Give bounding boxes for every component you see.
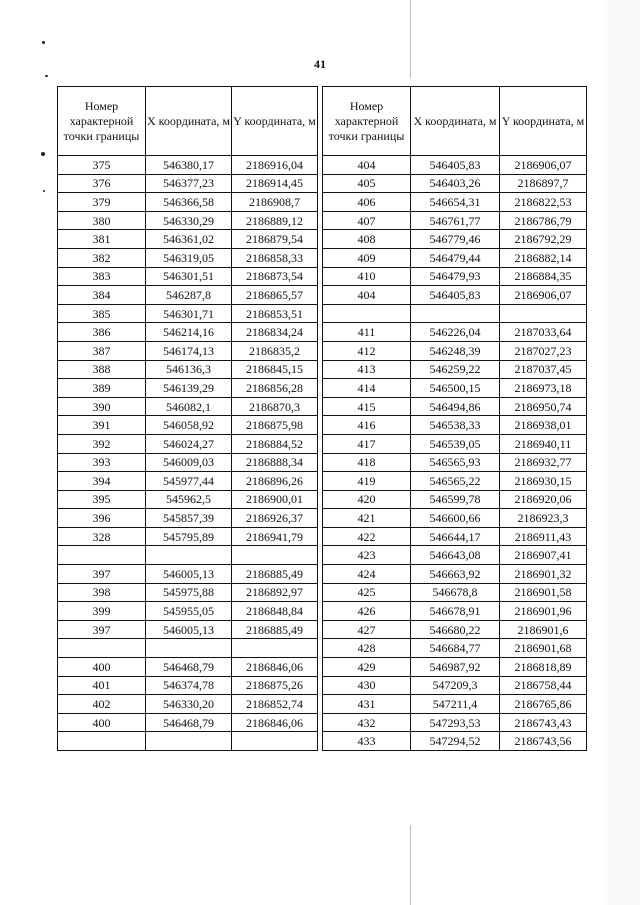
cell-point-number: 415 [323, 397, 411, 416]
cell-point-number: 398 [58, 583, 146, 602]
cell-x-coordinate: 546136,3 [146, 360, 232, 379]
cell-x-coordinate: 546403,26 [411, 174, 500, 193]
header-x-coordinate: X координата, м [146, 87, 232, 156]
cell-y-coordinate: 2186845,15 [232, 360, 318, 379]
cell-point-number [58, 639, 146, 658]
table-row [58, 211, 318, 230]
cell-x-coordinate: 545795,89 [146, 527, 232, 546]
cell-y-coordinate: 2186920,06 [500, 490, 587, 509]
cell-point-number: 384 [58, 286, 146, 305]
cell-x-coordinate: 546248,39 [411, 341, 500, 360]
table-row [323, 193, 587, 212]
table-row [58, 174, 318, 193]
cell-point-number: 400 [58, 713, 146, 732]
cell-point-number: 404 [323, 286, 411, 305]
cell-y-coordinate: 2186932,77 [500, 453, 587, 472]
table-row [323, 286, 587, 305]
table-row [58, 602, 318, 621]
cell-point-number: 381 [58, 230, 146, 249]
table-row [58, 639, 318, 658]
cell-point-number: 397 [58, 565, 146, 584]
table-row [323, 453, 587, 472]
table-row [323, 620, 587, 639]
cell-y-coordinate: 2186941,79 [232, 527, 318, 546]
cell-point-number: 385 [58, 304, 146, 323]
cell-y-coordinate [232, 639, 318, 658]
cell-x-coordinate: 546226,04 [411, 323, 500, 342]
table-row [323, 341, 587, 360]
cell-point-number: 389 [58, 379, 146, 398]
table-row [323, 397, 587, 416]
cell-point-number: 418 [323, 453, 411, 472]
cell-y-coordinate: 2186879,54 [232, 230, 318, 249]
table-row [58, 472, 318, 491]
table-row [323, 211, 587, 230]
header-y-coordinate: Y координата, м [500, 87, 587, 156]
cell-x-coordinate: 546479,93 [411, 267, 500, 286]
cell-point-number: 430 [323, 676, 411, 695]
table-row [58, 695, 318, 714]
cell-x-coordinate: 546654,31 [411, 193, 500, 212]
table-row [323, 695, 587, 714]
table-row [58, 546, 318, 565]
cell-point-number: 400 [58, 658, 146, 677]
table-row [58, 453, 318, 472]
header-point-number: Номер характерной точки границы [58, 87, 146, 156]
cell-y-coordinate: 2186786,79 [500, 211, 587, 230]
cell-point-number: 399 [58, 602, 146, 621]
cell-point-number: 404 [323, 156, 411, 175]
margin-dot [41, 152, 45, 156]
table-row [58, 286, 318, 305]
table-row [58, 230, 318, 249]
header-point-number: Номер характерной точки границы [323, 87, 411, 156]
cell-point-number: 390 [58, 397, 146, 416]
cell-point-number: 379 [58, 193, 146, 212]
cell-y-coordinate: 2186930,15 [500, 472, 587, 491]
cell-y-coordinate: 2186906,07 [500, 286, 587, 305]
cell-x-coordinate: 546330,20 [146, 695, 232, 714]
cell-point-number: 419 [323, 472, 411, 491]
cell-x-coordinate: 546678,8 [411, 583, 500, 602]
table-row [323, 546, 587, 565]
cell-x-coordinate: 546259,22 [411, 360, 500, 379]
table-row [58, 323, 318, 342]
cell-y-coordinate: 2186908,7 [232, 193, 318, 212]
cell-y-coordinate: 2186846,06 [232, 713, 318, 732]
table-row [323, 230, 587, 249]
cell-x-coordinate: 546565,22 [411, 472, 500, 491]
table-row [323, 379, 587, 398]
cell-x-coordinate: 545962,5 [146, 490, 232, 509]
cell-x-coordinate: 546644,17 [411, 527, 500, 546]
cell-point-number: 432 [323, 713, 411, 732]
cell-point-number: 428 [323, 639, 411, 658]
cell-y-coordinate: 2186852,74 [232, 695, 318, 714]
cell-point-number: 376 [58, 174, 146, 193]
cell-y-coordinate: 2186973,18 [500, 379, 587, 398]
table-row [58, 620, 318, 639]
cell-point-number: 425 [323, 583, 411, 602]
table-row [58, 304, 318, 323]
table-row [323, 304, 587, 323]
table-row [323, 248, 587, 267]
table-header-row [323, 87, 587, 156]
cell-point-number: 402 [58, 695, 146, 714]
cell-y-coordinate: 2186926,37 [232, 509, 318, 528]
header-x-coordinate: X координата, м [411, 87, 500, 156]
cell-point-number: 375 [58, 156, 146, 175]
table-row [323, 732, 587, 751]
cell-y-coordinate: 2186884,35 [500, 267, 587, 286]
cell-y-coordinate: 2186914,45 [232, 174, 318, 193]
table-row [323, 490, 587, 509]
cell-x-coordinate: 546539,05 [411, 434, 500, 453]
table-row [323, 602, 587, 621]
table-row [323, 713, 587, 732]
cell-point-number: 386 [58, 323, 146, 342]
cell-x-coordinate: 546301,51 [146, 267, 232, 286]
cell-point-number: 392 [58, 434, 146, 453]
page-number: 41 [314, 57, 326, 71]
cell-x-coordinate: 546405,83 [411, 286, 500, 305]
cell-y-coordinate: 2186870,3 [232, 397, 318, 416]
cell-x-coordinate: 546663,92 [411, 565, 500, 584]
cell-x-coordinate: 546479,44 [411, 248, 500, 267]
table-row [323, 434, 587, 453]
cell-x-coordinate: 546005,13 [146, 620, 232, 639]
table-row [323, 472, 587, 491]
table-row [323, 565, 587, 584]
cell-point-number: 420 [323, 490, 411, 509]
cell-x-coordinate: 546600,66 [411, 509, 500, 528]
cell-y-coordinate: 2186856,28 [232, 379, 318, 398]
cell-y-coordinate: 2186822,53 [500, 193, 587, 212]
cell-y-coordinate: 2186853,51 [232, 304, 318, 323]
table-row [58, 565, 318, 584]
cell-x-coordinate: 546058,92 [146, 416, 232, 435]
cell-point-number: 405 [323, 174, 411, 193]
table-row [58, 193, 318, 212]
cell-y-coordinate: 2186818,89 [500, 658, 587, 677]
cell-y-coordinate: 2186743,43 [500, 713, 587, 732]
table-row [323, 676, 587, 695]
scan-artifact-line [410, 825, 411, 905]
cell-y-coordinate: 2186900,01 [232, 490, 318, 509]
cell-y-coordinate: 2186758,44 [500, 676, 587, 695]
cell-x-coordinate: 546330,29 [146, 211, 232, 230]
cell-y-coordinate: 2186885,49 [232, 565, 318, 584]
table-row [58, 713, 318, 732]
table-row [58, 676, 318, 695]
cell-x-coordinate: 546468,79 [146, 713, 232, 732]
table-row [58, 267, 318, 286]
cell-y-coordinate: 2186873,54 [232, 267, 318, 286]
cell-point-number: 416 [323, 416, 411, 435]
header-y-coordinate: Y координата, м [232, 87, 318, 156]
cell-point-number: 427 [323, 620, 411, 639]
cell-y-coordinate: 2186875,26 [232, 676, 318, 695]
table-row [323, 360, 587, 379]
cell-point-number: 411 [323, 323, 411, 342]
cell-x-coordinate: 546678,91 [411, 602, 500, 621]
table-row [58, 341, 318, 360]
table-row [58, 490, 318, 509]
cell-y-coordinate: 2186888,34 [232, 453, 318, 472]
cell-y-coordinate: 2186834,24 [232, 323, 318, 342]
table-row [58, 583, 318, 602]
cell-point-number [58, 546, 146, 565]
cell-x-coordinate: 546082,1 [146, 397, 232, 416]
cell-point-number [58, 732, 146, 751]
cell-x-coordinate: 546494,86 [411, 397, 500, 416]
table-row [58, 658, 318, 677]
margin-dot [43, 190, 45, 192]
cell-point-number: 409 [323, 248, 411, 267]
cell-x-coordinate: 546468,79 [146, 658, 232, 677]
table-row [323, 583, 587, 602]
cell-x-coordinate [146, 639, 232, 658]
cell-point-number: 421 [323, 509, 411, 528]
cell-y-coordinate: 2186896,26 [232, 472, 318, 491]
table-row [58, 397, 318, 416]
cell-x-coordinate: 545975,88 [146, 583, 232, 602]
table-row [323, 639, 587, 658]
cell-y-coordinate: 2186940,11 [500, 434, 587, 453]
cell-x-coordinate: 546287,8 [146, 286, 232, 305]
cell-point-number: 394 [58, 472, 146, 491]
cell-x-coordinate: 545955,05 [146, 602, 232, 621]
cell-y-coordinate: 2186897,7 [500, 174, 587, 193]
cell-y-coordinate: 2186916,04 [232, 156, 318, 175]
cell-x-coordinate: 546374,78 [146, 676, 232, 695]
cell-y-coordinate: 2187027,23 [500, 341, 587, 360]
cell-x-coordinate: 547293,53 [411, 713, 500, 732]
cell-point-number: 431 [323, 695, 411, 714]
cell-y-coordinate: 2186892,97 [232, 583, 318, 602]
cell-point-number: 388 [58, 360, 146, 379]
cell-point-number: 407 [323, 211, 411, 230]
cell-y-coordinate: 2186923,3 [500, 509, 587, 528]
cell-y-coordinate: 2186950,74 [500, 397, 587, 416]
cell-x-coordinate: 546684,77 [411, 639, 500, 658]
table-row [323, 174, 587, 193]
table-row [323, 658, 587, 677]
cell-y-coordinate: 2186901,6 [500, 620, 587, 639]
cell-x-coordinate: 547294,52 [411, 732, 500, 751]
cell-point-number: 328 [58, 527, 146, 546]
cell-x-coordinate: 546538,33 [411, 416, 500, 435]
cell-x-coordinate: 546405,83 [411, 156, 500, 175]
cell-point-number: 396 [58, 509, 146, 528]
cell-x-coordinate [146, 732, 232, 751]
cell-x-coordinate [146, 546, 232, 565]
cell-point-number: 414 [323, 379, 411, 398]
table-row [58, 156, 318, 175]
cell-x-coordinate: 546599,78 [411, 490, 500, 509]
margin-dot [42, 41, 45, 44]
scan-edge-shading [604, 0, 640, 905]
cell-x-coordinate: 546565,93 [411, 453, 500, 472]
cell-y-coordinate: 2186901,32 [500, 565, 587, 584]
cell-y-coordinate: 2186884,52 [232, 434, 318, 453]
cell-x-coordinate: 546380,17 [146, 156, 232, 175]
cell-x-coordinate: 546174,13 [146, 341, 232, 360]
cell-x-coordinate: 546779,46 [411, 230, 500, 249]
table-row [58, 360, 318, 379]
cell-x-coordinate: 546987,92 [411, 658, 500, 677]
table-row [58, 527, 318, 546]
cell-x-coordinate [411, 304, 500, 323]
cell-x-coordinate: 546139,29 [146, 379, 232, 398]
table-row [58, 732, 318, 751]
cell-x-coordinate: 546643,08 [411, 546, 500, 565]
cell-y-coordinate: 2186938,01 [500, 416, 587, 435]
cell-y-coordinate: 2186882,14 [500, 248, 587, 267]
table-row [323, 267, 587, 286]
cell-point-number: 397 [58, 620, 146, 639]
cell-x-coordinate: 546377,23 [146, 174, 232, 193]
table-row [323, 323, 587, 342]
cell-point-number: 410 [323, 267, 411, 286]
table-row [58, 416, 318, 435]
cell-y-coordinate: 2186885,49 [232, 620, 318, 639]
cell-point-number: 387 [58, 341, 146, 360]
cell-x-coordinate: 546319,05 [146, 248, 232, 267]
cell-x-coordinate: 545977,44 [146, 472, 232, 491]
cell-point-number: 417 [323, 434, 411, 453]
cell-y-coordinate: 2186901,96 [500, 602, 587, 621]
table-row [58, 248, 318, 267]
cell-x-coordinate: 546366,58 [146, 193, 232, 212]
cell-y-coordinate: 2186911,43 [500, 527, 587, 546]
table-row [323, 527, 587, 546]
cell-y-coordinate: 2186865,57 [232, 286, 318, 305]
cell-point-number: 408 [323, 230, 411, 249]
cell-x-coordinate: 546024,27 [146, 434, 232, 453]
table-row [323, 416, 587, 435]
cell-y-coordinate: 2186765,86 [500, 695, 587, 714]
cell-x-coordinate: 545857,39 [146, 509, 232, 528]
cell-y-coordinate: 2186835,2 [232, 341, 318, 360]
table-row [58, 434, 318, 453]
cell-point-number: 380 [58, 211, 146, 230]
cell-y-coordinate [232, 732, 318, 751]
cell-x-coordinate: 547211,4 [411, 695, 500, 714]
cell-y-coordinate: 2186901,58 [500, 583, 587, 602]
cell-x-coordinate: 546680,22 [411, 620, 500, 639]
table-row [58, 379, 318, 398]
cell-x-coordinate: 546301,71 [146, 304, 232, 323]
cell-point-number: 383 [58, 267, 146, 286]
coordinates-table-right [322, 86, 587, 751]
coordinates-table-left [57, 86, 318, 751]
cell-point-number: 423 [323, 546, 411, 565]
cell-x-coordinate: 546009,03 [146, 453, 232, 472]
cell-point-number: 412 [323, 341, 411, 360]
cell-y-coordinate: 2186858,33 [232, 248, 318, 267]
cell-x-coordinate: 546500,15 [411, 379, 500, 398]
cell-point-number: 413 [323, 360, 411, 379]
cell-y-coordinate: 2186846,06 [232, 658, 318, 677]
cell-point-number: 406 [323, 193, 411, 212]
cell-y-coordinate: 2186907,41 [500, 546, 587, 565]
cell-y-coordinate: 2186848,84 [232, 602, 318, 621]
table-header-row [58, 87, 318, 156]
cell-x-coordinate: 546214,16 [146, 323, 232, 342]
cell-y-coordinate: 2186901,68 [500, 639, 587, 658]
cell-x-coordinate: 546005,13 [146, 565, 232, 584]
cell-point-number: 422 [323, 527, 411, 546]
cell-y-coordinate: 2186792,29 [500, 230, 587, 249]
table-row [58, 509, 318, 528]
cell-y-coordinate [232, 546, 318, 565]
cell-y-coordinate: 2186875,98 [232, 416, 318, 435]
cell-point-number: 395 [58, 490, 146, 509]
cell-x-coordinate: 546361,02 [146, 230, 232, 249]
cell-point-number [323, 304, 411, 323]
cell-y-coordinate [500, 304, 587, 323]
cell-x-coordinate: 547209,3 [411, 676, 500, 695]
cell-point-number: 424 [323, 565, 411, 584]
cell-point-number: 393 [58, 453, 146, 472]
cell-point-number: 433 [323, 732, 411, 751]
table-row [323, 509, 587, 528]
cell-y-coordinate: 2187037,45 [500, 360, 587, 379]
margin-dot [45, 75, 48, 77]
cell-point-number: 429 [323, 658, 411, 677]
table-row [323, 156, 587, 175]
cell-point-number: 391 [58, 416, 146, 435]
cell-y-coordinate: 2186743,56 [500, 732, 587, 751]
cell-y-coordinate: 2186889,12 [232, 211, 318, 230]
cell-point-number: 426 [323, 602, 411, 621]
cell-y-coordinate: 2186906,07 [500, 156, 587, 175]
cell-y-coordinate: 2187033,64 [500, 323, 587, 342]
cell-point-number: 382 [58, 248, 146, 267]
cell-x-coordinate: 546761,77 [411, 211, 500, 230]
cell-point-number: 401 [58, 676, 146, 695]
